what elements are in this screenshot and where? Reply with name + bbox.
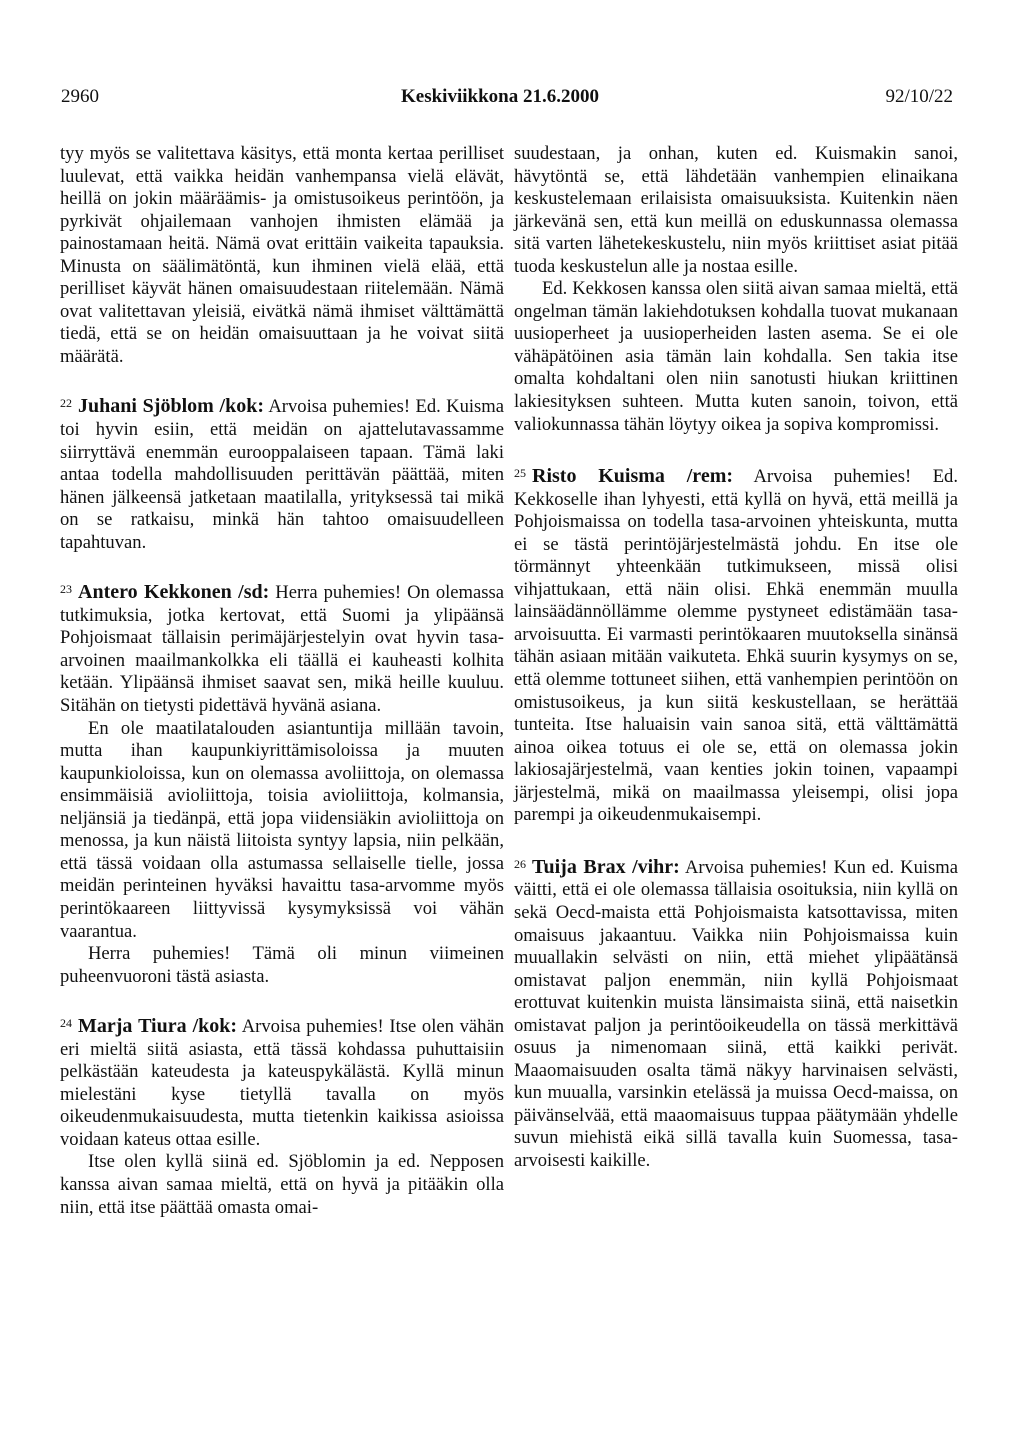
speech-text: Arvoisa puhemies! Itse olen vähän eri mieltä siitä asiasta, että tässä kohdassa puhuttaisiin pelkästään kateudesta ja kateuspykälästä. Kyllä minun mielestäni kyse tietyllä tavalla on myös oikeudenmukaisuudesta, mutta tietenkin kaikissa asioissa voidaan kateus ottaa esille. xyxy=(60,1016,505,1150)
speech-number: 26 xyxy=(514,856,526,871)
speech-number: 22 xyxy=(60,396,72,411)
speech-number: 24 xyxy=(60,1016,72,1031)
issue-number: 92/10/22 xyxy=(885,86,953,107)
speaker-name: Tuija Brax /vihr: xyxy=(532,855,680,878)
speech-24 xyxy=(60,1012,504,1219)
left-column xyxy=(60,143,504,1219)
speaker-name: Marja Tiura /kok: xyxy=(78,1015,238,1038)
speech-paragraph: Ed. Kekkosen kanssa olen siitä aivan samaa mieltä, että ongelman tämän lakiehdotuksen kohdalla tuovat mukanaan uusioperheet ja uusioperheiden lasten asema. Se ei ole vähäpätöinen asia tämän lain kohdalla. Sen takia itse omalta kohdaltani olen niin sanotusti hiukan kriittinen lakiesityksen suhteen. Mutta kuten sanoin, toivon, että valiokunnassa tähän löytyy oikea ja sopiva kompromissi. xyxy=(514,278,958,435)
speech-paragraph: Herra puhemies! Tämä oli minun viimeinen puheenvuoroni tästä asiasta. xyxy=(60,943,504,987)
speaker-name: Antero Kekkonen /sd: xyxy=(78,581,270,604)
speech-26 xyxy=(514,853,958,1173)
speech-text: Arvoisa puhemies! Ed. Kekkoselle ihan lyhyesti, että kyllä on hyvä, että meillä ja Pohjoismaissa on todella tasa-arvoinen yhteiskunta, mutta ei se tästä perintöjärjestelmästä johdu. En itse ole törmännyt yhteenkään tutkimukseen, missä olisi vihjattukaan, että näin olisi. Ehkä enemmän muulla lainsäädännöllämme olemme pystyneet edistämään tasa-arvoisuutta. Ei varmasti perintökaaren muutoksella sinänsä tähän asiaan mitään vaikuteta. Ehkä suurin kysymys on se, että olemme tottuneet siihen, että vanhempien perintöön on omistusoikeus, ja kun siitä keskustellaan, se herättää tunteita. Itse haluaisin vain sanoa sitä, että välttämättä ainoa oikea totuus ei ole se, että on olemassa jokin lakiosajärjestelmä, vaan kenties jokin toinen, vapaampi järjestelmä, mikä on maailmassa yleisempi, olisi jopa parempi ja oikeudenmukaisempi. xyxy=(514,466,958,826)
speech-25 xyxy=(514,462,958,827)
speaker-name: Juhani Sjöblom /kok: xyxy=(78,395,264,418)
session-date: Keskiviikkona 21.6.2000 xyxy=(401,86,599,107)
speech-23 xyxy=(60,578,504,988)
speech-number: 25 xyxy=(514,466,526,481)
speech-number: 23 xyxy=(60,582,72,597)
speech-22 xyxy=(60,392,504,554)
speech-paragraph: Itse olen kyllä siinä ed. Sjöblomin ja ed. Nepposen kanssa aivan samaa mieltä, että on hyvä ja pitääkin olla niin, että itse päättää omasta omai- xyxy=(60,1151,504,1218)
speech-paragraph: En ole maatilatalouden asiantuntija millään tavoin, mutta ihan kaupunkiyrittämisoloissa ja muuten kaupunkioloissa, kun on olemassa avoliittoja, on olemassa ensimmäisiä avioliittoja, toisia avioliittoja, kolmansia, neljänsiä ja tiedänpä, että jopa viidensiäkin avioliittoja on menossa, ja kun näistä liitoista syntyy lapsia, niin pelkään, että tässä voidaan olla astumassa sellaiselle tielle, jossa meidän perinteinen hyväksi havaittu tasa-arvomme myös perintökaareen liittyvissä kysymyksissä voi vähän vaarantua. xyxy=(60,717,504,942)
continued-paragraph: suudestaan, ja onhan, kuten ed. Kuismakin sanoi, hävytöntä se, että lähdetään vanhempien elinaikana keskustelemaan erilaisista omaisuuksista. Kuitenkin näen järkevänä sen, että kun meillä on eduskunnassa olemassa sitä varten lähetekeskustelu, niin myös kriittiset asiat pitää tuoda keskustelun alle ja nostaa esille. xyxy=(514,143,958,277)
speech-text: Herra puhemies! On olemassa tutkimuksia, jotka kertovat, että Suomi ja ylipäänsä Pohjoismaat tällaisin perimäjärjestelyin ovat hyvin tasa-arvoinen maailmankolkka eli täällä ei kauheasti kolhita ketään. Ylipäänsä ihmiset saavat sen, mikä heille kuuluu. Sitähän on tietysti pidettävä hyvänä asiana. xyxy=(60,582,504,717)
speaker-name: Risto Kuisma /rem: xyxy=(532,465,734,488)
speech-text: Arvoisa puhemies! Kun ed. Kuisma väitti, että ei ole olemassa tällaisia osoituksia, niin kyllä on sekä Oecd-maista että Pohjoismaista katsottavissa, miten omaisuus jakaantuu. Vaikka niin Pohjoismaissa kuin muuallakin selvästi on niin, että miehet ylipäätänsä omistavat paljon enemmän, niin kyllä Pohjoismaat erottuvat kuitenkin muista länsimaista siinä, että naisetkin omistavat paljon ja perintöoikeudella on tässä merkittävä osuus ja nimenomaan siinä, että kaikki perivät. Maaomaisuuden osalta tämä näkyy harvinaisen selvästi, kun muualla, varsinkin etelässä ja muissa Oecd-maissa, on päivänselvää, että maaomaisuus tuppaa päätymään yhdelle suvun miehistä eikä sillä tavalla kuin Suomessa, tasa-arvoisesti kaikille. xyxy=(514,856,959,1171)
right-column xyxy=(514,143,958,1173)
page-header xyxy=(61,86,953,114)
speech-text: Arvoisa puhemies! Ed. Kuisma toi hyvin esiin, että meidän on ajattelutavassamme siirryttävä enemmän eurooppalaiseen tapaan. Tämä laki antaa todella mahdollisuuden perittävän päättää, miten hänen jälkeensä jatketaan maatilalla, yrityksessä tai mikä on se ratkaisu, minkä hän tahtoo omaisuudelleen tapahtuvan. xyxy=(60,396,505,553)
page-number: 2960 xyxy=(61,86,99,107)
continued-paragraph: tyy myös se valitettava käsitys, että monta kertaa perilliset luulevat, että vaikka heidän vanhempansa vielä elävät, heillä on jokin määräämis- ja omistusoikeus perintöön, ja pyrkivät ohjailemaan vanhojen ihmisten elämää ja painostamaan heitä. Nämä ovat erittäin vaikeita tapauksia. Minusta on säälimätöntä, kun ihminen vielä elää, että perilliset käyvät hänen omaisuudestaan riitelemään. Nämä ovat valitettavan yleisiä, eivätkä nämä ihmiset välttämättä tiedä, että se on heidän omaisuuttaan ja he voivat siitä määrätä. xyxy=(60,143,504,367)
